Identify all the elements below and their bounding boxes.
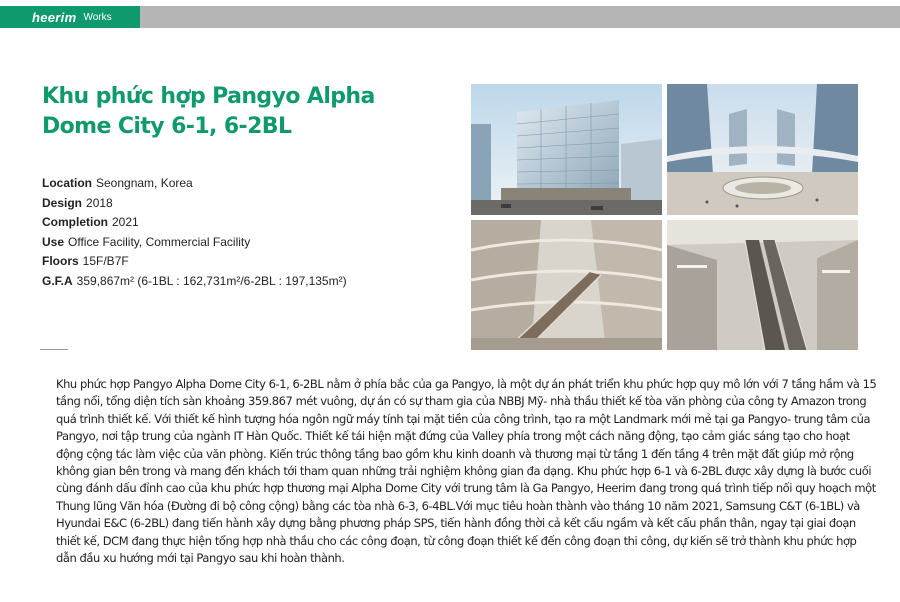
spec-value: Office Facility, Commercial Facility [68, 234, 251, 249]
spec-value: Seongnam, Korea [96, 176, 193, 190]
escalator-void-photo [667, 220, 858, 350]
exterior-tower-photo [471, 84, 662, 215]
project-specs [42, 174, 347, 292]
spec-label: Design [42, 195, 83, 210]
brand-logo: heerim [32, 9, 77, 25]
spec-label: Use [42, 234, 65, 249]
spec-use [42, 233, 347, 253]
spec-label: Location [42, 176, 92, 190]
spec-label: G.F.A [42, 273, 73, 288]
spec-design [42, 194, 347, 214]
spec-value: 2018 [86, 195, 113, 210]
atrium-escalator-photo [471, 220, 662, 350]
spec-label: Completion [42, 215, 108, 230]
spec-gfa [42, 272, 347, 292]
page-title: Khu phức hợp Pangyo Alpha Dome City 6-1, 6-2BL [42, 84, 375, 139]
section-label: Works [83, 11, 112, 23]
spec-location [42, 174, 347, 194]
project-description: Khu phức hợp Pangyo Alpha Dome City 6-1, 6-2BL nằm ở phía bắc của ga Pangyo, là một dự án phát triển khu phức hợp quy mô lớn với 7 tầng hầm và 15 tầng nổi, tổng diện tích sàn khoảng 359.867 mét vuông, dự án có sự tham gia của NBBJ Mỹ- nhà thầu thiết kế tòa văn phòng của công ty Amazon trong quá trình thiết kế. Với thiết kế hình tượng hóa ngôn ngữ máy tính tại mặt tiền của công trình, tạo ra một Landmark mới mẻ tại ga Pangyo- trung tâm của Pangyo, nơi tập trung của ngành IT Hàn Quốc. Thiết kế tái hiện mặt đứng của Valley phía trong một cách năng động, tạo cảm giác sáng tạo cho hoạt động cộng tác làm việc của văn phòng. Kiến trúc thông tầng bao gồm khu kinh doanh và thương mại từ tầng 1 đến tầng 4 trên mặt đất giúp mở rộng không gian bên trong và mang đến khách tới tham quan những trải nghiệm không gian đa dạng. Khu phức hợp 6-1 và 6-2BL được xây dựng là bước cuối cùng đánh dấu đỉnh cao của khu phức hợp thương mại Alpha Dome City với trung tâm là Ga Pangyo, Heerim đang trong quá trình tiếp nối quy hoạch một Thung lũng Văn hóa (Đường đi bộ công cộng) bằng các tòa nhà 6-3, 6-4BL.Với mục tiêu hoàn thành vào tháng 10 năm 2021, Samsung C&T (6-1BL) và Hyundai E&C (6-2BL) đang tiến hành xây dựng bằng phương pháp SPS, tiến hành đồng thời cả kết cấu ngầm và kết cấu phần thân, ngay tại giai đoạn thiết kế, DCM đang thực hiện tổng hợp nhà thầu cho các công đoạn, từ công đoạn thiết kế đến công đoạn thi công, dự kiến sẽ trở thành khu phức hợp dẫn đầu xu hướng mới tại Pangyo sau khi hoàn thành. [56, 377, 877, 566]
spec-value: 15F/B7F [82, 254, 129, 269]
spec-value: 359,867m² (6-1BL : 162,731m²/6-2BL : 197,135m²) [76, 273, 347, 288]
plaza-station-photo [667, 84, 858, 215]
spec-floors [42, 252, 347, 272]
spec-completion [42, 213, 347, 233]
spec-value: 2021 [112, 215, 139, 230]
spec-label: Floors [42, 254, 79, 269]
brand-block[interactable] [0, 6, 140, 28]
divider [40, 349, 68, 350]
